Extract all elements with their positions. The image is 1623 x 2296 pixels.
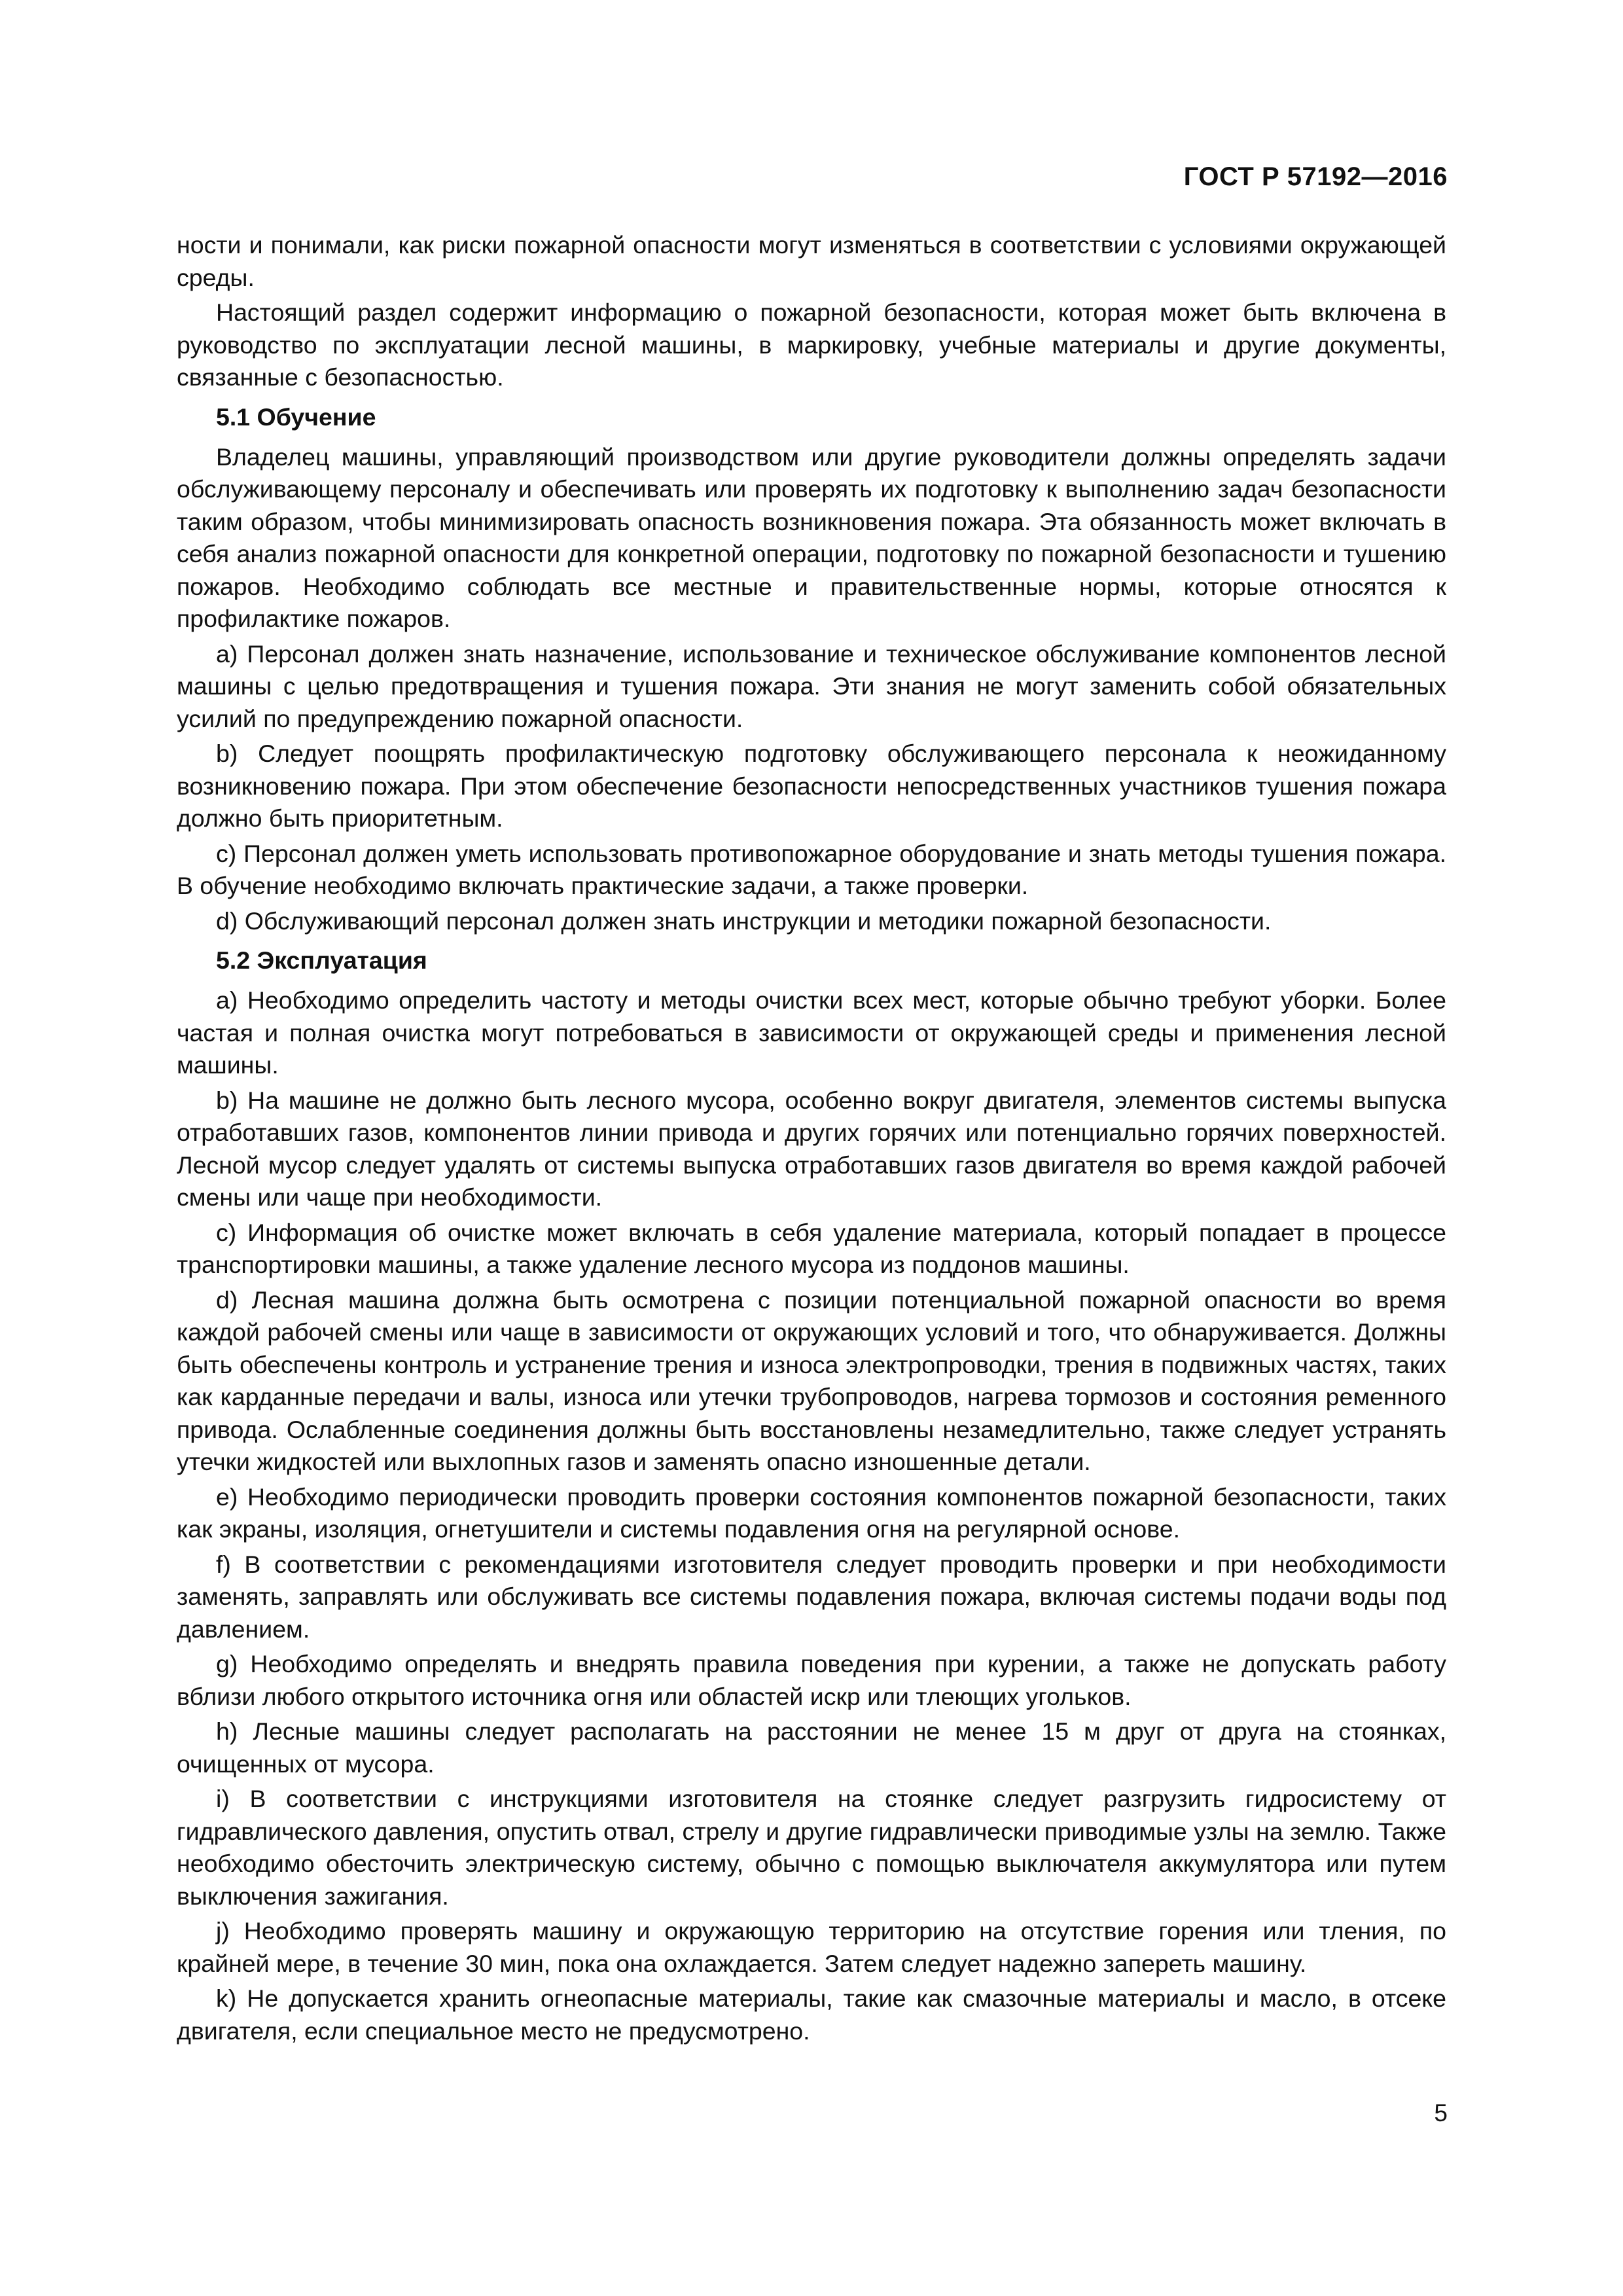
section-5-1-item-a: a) Персонал должен знать назначение, использование и техническое обслуживание компонентов лесной машины с целью предотвращения и тушения пожара. Эти знания не могут заменить собой обязательных усилий по предупреждению пожарной опасности. — [177, 639, 1446, 732]
section-5-1-item-c: c) Персонал должен уметь использовать противопожарное оборудование и знать методы тушения пожара. В обучение необходимо включать практические задачи, а также проверки. — [177, 839, 1446, 899]
section-5-2-item-e: e) Необходимо периодически проводить проверки состояния компонентов пожарной безопасности, таких как экраны, изоляция, огнетушители и системы подавления огня на регулярной основе. — [177, 1482, 1446, 1543]
section-5-2-item-i: i) В соответствии с инструкциями изготовителя на стоянке следует разгрузить гидросистему от гидравлического давления, опустить отвал, стрелу и другие гидравлически приводимые узлы на землю. Также необходимо обесточить электрическую систему, обычно с помощью выключателя аккумулятора или путем выключения зажигания. — [177, 1785, 1446, 1910]
section-5-2-item-g: g) Необходимо определять и внедрять правила поведения при курении, а также не допускать работу вблизи любого открытого источника огня или областей искр или тлеющих угольков. — [177, 1650, 1446, 1710]
intro-paragraph: Настоящий раздел содержит информацию о пожарной безопасности, которая может быть включена в руководство по эксплуатации лесной машины, в маркировку, учебные материалы и другие документы, связанные с безопасностью. — [177, 298, 1446, 391]
section-5-2-item-b: b) На машине не должно быть лесного мусора, особенно вокруг двигателя, элементов системы выпуска отработавших газов, компонентов линии привода и других горячих или потенциально горячих поверхностей. Лесной мусор следует удалять от системы выпуска отработавших газов двигателя во время каждой рабочей смены или чаще при необходимости. — [177, 1086, 1446, 1211]
document-body — [177, 229, 1446, 2050]
section-5-2-item-f: f) В соответствии с рекомендациями изготовителя следует проводить проверки и при необходимости заменять, заправлять или обслуживать все системы подавления пожара, включая системы подачи воды под давлением. — [177, 1550, 1446, 1643]
document-code-header: ГОСТ Р 57192—2016 — [1183, 162, 1448, 191]
section-5-1-intro: Владелец машины, управляющий производством или другие руководители должны определять задачи обслуживающему персоналу и обеспечивать или проверять их подготовку к выполнению задач безопасности таким образом, чтобы минимизировать опасность возникновения пожара. Эта обязанность может включать в себя анализ пожарной опасности для конкретной операции, подготовку по пожарной безопасности и тушению пожаров. Необходимо соблюдать все местные и правительственные нормы, которые относятся к профилактике пожаров. — [177, 442, 1446, 632]
section-5-1-heading: 5.1 Обучение — [216, 403, 376, 431]
section-5-1-item-d: d) Обслуживающий персонал должен знать инструкции и методики пожарной безопасности. — [216, 906, 1272, 935]
intro-continuation: ности и понимали, как риски пожарной опасности могут изменяться в соответствии с условиями окружающей среды. — [177, 231, 1446, 291]
section-5-2-item-d: d) Лесная машина должна быть осмотрена с позиции потенциальной пожарной опасности во время каждой рабочей смены или чаще в зависимости от окружающих условий и того, что обнаруживается. Должны быть обеспечены контроль и устранение трения и износа электропроводки, трения в подвижных частях, таких как карданные передачи и валы, износа или утечки трубопроводов, нагрева тормозов и состояния ременного привода. Ослабленные соединения должны быть восстановлены незамедлительно, также следует устранять утечки жидкостей или выхлопных газов и заменять опасно изношенные детали. — [177, 1285, 1446, 1475]
section-5-2-item-c: c) Информация об очистке может включать в себя удаление материала, который попадает в процессе транспортировки машины, а также удаление лесного мусора из поддонов машины. — [177, 1218, 1446, 1278]
section-5-2-item-j: j) Необходимо проверять машину и окружающую территорию на отсутствие горения или тления, по крайней мере, в течение 30 мин, пока она охлаждается. Затем следует надежно запереть машину. — [177, 1917, 1446, 1977]
section-5-2-heading: 5.2 Эксплуатация — [216, 946, 427, 974]
page-number: 5 — [1434, 2100, 1448, 2126]
section-5-2-item-a: a) Необходимо определить частоту и методы очистки всех мест, которые обычно требуют уборки. Более частая и полная очистка могут потребоваться в зависимости от окружающей среды и применения лесной машины. — [177, 986, 1446, 1079]
section-5-1-item-b: b) Следует поощрять профилактическую подготовку обслуживающего персонала к неожиданному возникновению пожара. При этом обеспечение безопасности непосредственных участников тушения пожара должно быть приоритетным. — [177, 740, 1446, 832]
section-5-2-item-h: h) Лесные машины следует располагать на расстоянии не менее 15 м друг от друга на стоянках, очищенных от мусора. — [177, 1717, 1446, 1778]
section-5-2-item-k: k) Не допускается хранить огнеопасные материалы, такие как смазочные материалы и масло, в отсеке двигателя, если специальное место не предусмотрено. — [177, 1984, 1446, 2045]
